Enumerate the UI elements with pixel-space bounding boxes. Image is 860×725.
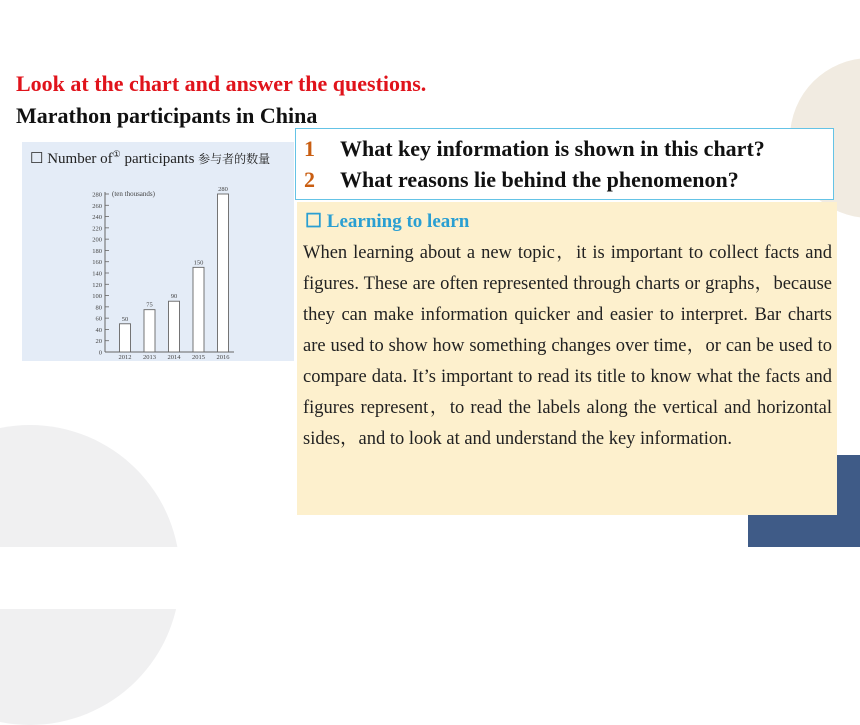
bar-value-label: 280 xyxy=(218,186,228,193)
y-tick-label: 260 xyxy=(92,202,102,210)
bar-value-label: 90 xyxy=(170,293,178,301)
question-2-text: What reasons lie behind the phenomenon? xyxy=(340,167,739,192)
y-tick-label: 220 xyxy=(92,225,102,233)
bottom-margin xyxy=(0,547,860,609)
x-tick-label: 2016 xyxy=(216,354,230,361)
bar xyxy=(169,301,180,352)
footnote-marker: ① xyxy=(112,149,121,159)
x-tick-label: 2015 xyxy=(192,354,205,361)
learning-title: ☐ Learning to learn xyxy=(305,211,470,232)
x-tick-label: 2012 xyxy=(118,354,132,361)
y-tick-label: 160 xyxy=(92,259,102,267)
question-1-number: 1 xyxy=(304,136,315,161)
learning-body: When learning about a new topic，it is important to collect facts and figures. These are often represented through charts or graphs，because they can make information quicker and easier to interpret. Bar charts are used to show how something changes over time，or can be used to compare data. It’s important to read its title to know what the facts and figures represent，to read the labels along the vertical and horizontal sides，and to look at and understand the key information. xyxy=(303,243,832,449)
bar-chart xyxy=(22,142,294,361)
y-tick-label: 180 xyxy=(92,247,102,255)
question-1-text: What key information is shown in this chart? xyxy=(340,136,765,161)
checkbox-icon: ☐ xyxy=(30,151,44,167)
question-1 xyxy=(304,136,765,162)
y-axis-unit-label: (ten thousands) xyxy=(112,190,155,198)
bar xyxy=(218,194,229,352)
question-2 xyxy=(304,167,739,193)
chart-title-main: Number of xyxy=(47,151,113,167)
bar-value-label: 50 xyxy=(121,315,129,323)
question-2-number: 2 xyxy=(304,167,315,192)
chart-subject-heading: Marathon participants in China xyxy=(16,103,318,128)
y-tick-label: 280 xyxy=(92,191,102,199)
questions-box xyxy=(295,128,834,200)
y-tick-label: 0 xyxy=(98,349,102,357)
x-tick-label: 2013 xyxy=(143,354,156,361)
bar-value-label: 75 xyxy=(146,301,153,309)
y-tick-label: 80 xyxy=(95,304,102,312)
y-tick-label: 140 xyxy=(92,270,102,278)
y-tick-label: 100 xyxy=(92,293,102,301)
instruction-heading: Look at the chart and answer the questions. xyxy=(16,71,427,96)
y-tick-label: 200 xyxy=(92,236,102,244)
chart-title-rest: participants xyxy=(124,151,195,167)
bar xyxy=(120,324,131,352)
x-tick-label: 2014 xyxy=(167,354,181,361)
y-tick-label: 60 xyxy=(95,315,102,323)
chart-panel xyxy=(22,142,294,361)
chart-title-chinese: 参与者的数量 xyxy=(198,152,271,166)
bar xyxy=(193,267,204,352)
y-tick-label: 240 xyxy=(92,214,102,222)
learning-to-learn-box xyxy=(297,202,837,515)
y-tick-label: 120 xyxy=(92,281,102,289)
bar-value-label: 150 xyxy=(193,259,204,267)
bar xyxy=(144,310,155,352)
y-tick-label: 20 xyxy=(95,338,102,346)
y-tick-label: 40 xyxy=(95,326,102,334)
